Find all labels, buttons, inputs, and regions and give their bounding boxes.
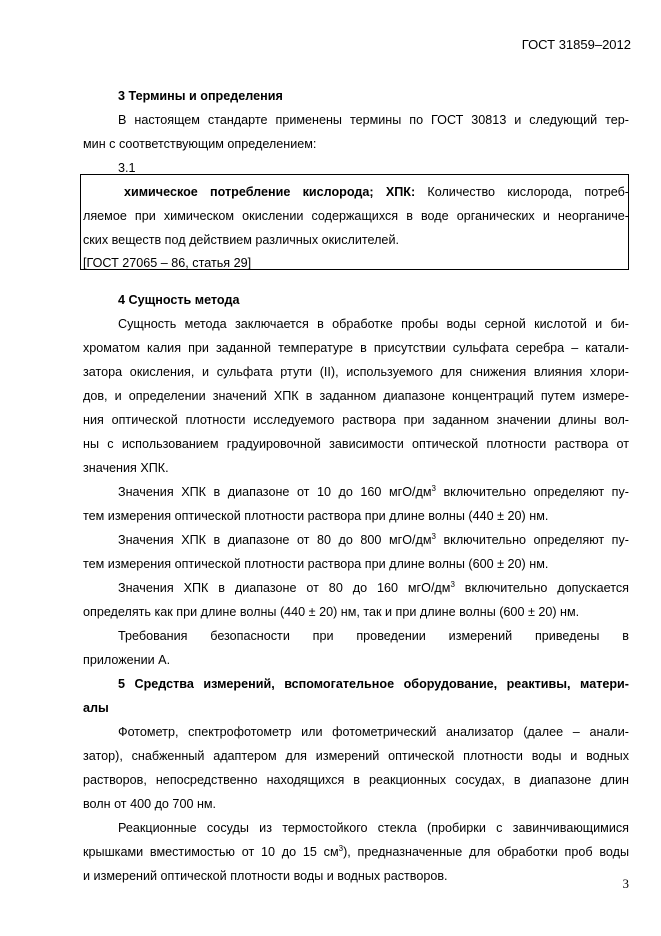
page-number: 3 <box>622 876 629 891</box>
section-3-heading: 3 Термины и определения <box>118 89 283 103</box>
s4-p5-line-1: Требования безопасности при проведении измерений приведены в <box>118 629 629 643</box>
term-number: 3.1 <box>118 161 136 175</box>
s4-p2-line-1 <box>118 485 629 499</box>
section-5-heading-line-2: алы <box>83 701 109 715</box>
superscript-3: 3 <box>431 532 436 541</box>
s4-p4-text-b: включительно допускается <box>454 581 629 595</box>
s4-p4-line-1 <box>118 581 629 595</box>
s4-p5-line-2: приложении А. <box>83 653 171 667</box>
s5-p2-line-2 <box>83 845 629 859</box>
s4-p3-text-a: Значения ХПК в диапазоне от 80 до 800 мгО/дм <box>118 533 432 547</box>
section-5-heading-line-1: 5 Средства измерений, вспомогательное оборудование, реактивы, матери- <box>118 677 629 691</box>
superscript-3: 3 <box>338 844 344 853</box>
s5-p1-line-3: растворов, непосредственно находящихся в реакционных сосудах, в диапазоне длин <box>83 773 629 787</box>
superscript-3: 3 <box>431 484 436 493</box>
defined-term: химическое потребление кислорода; ХПК: <box>124 185 416 199</box>
superscript-3: 3 <box>450 580 455 589</box>
definition-line-2: ляемое при химическом окислении содержащихся в воде органических и неорганиче- <box>83 209 629 223</box>
s4-p1-line-7: значения ХПК. <box>83 461 169 475</box>
s4-p4-text-a: Значения ХПК в диапазоне от 80 до 160 мгО/дм <box>118 581 451 595</box>
section-3-intro-line-1: В настоящем стандарте применены термины по ГОСТ 30813 и следующий тер- <box>118 113 629 127</box>
s4-p3-text-b: включительно определяют пу- <box>435 533 629 547</box>
s5-p1-line-2: затор), снабженный адаптером для измерений оптической плотности воды и водных <box>83 749 629 763</box>
s4-p1-line-3: затора окисления, и сульфата ртути (II), используемого для снижения влияния хлори- <box>83 365 629 379</box>
s4-p3-line-2: тем измерения оптической плотности раствора при длине волны (600 ± 20) нм. <box>83 557 549 571</box>
s4-p3-line-1 <box>118 533 629 547</box>
s5-p2-text-a: крышками вместимостью от 10 до 15 см <box>83 845 339 859</box>
s4-p1-line-2: хроматом калия при заданной температуре в присутствии сульфата серебра – катали- <box>83 341 629 355</box>
standard-designation: ГОСТ 31859–2012 <box>521 37 631 52</box>
s5-p2-text-b: ), предназначенные для обработки проб воды <box>343 845 629 859</box>
s4-p4-line-2: определять как при длине волны (440 ± 20) нм, так и при длине волны (600 ± 20) нм. <box>83 605 580 619</box>
definition-line-1 <box>124 185 629 199</box>
s4-p2-line-2: тем измерения оптической плотности раствора при длине волны (440 ± 20) нм. <box>83 509 549 523</box>
definition-source: [ГОСТ 27065 – 86, статья 29] <box>83 256 252 270</box>
definition-text-start: Количество кислорода, потреб- <box>427 185 629 199</box>
s4-p2-text-a: Значения ХПК в диапазоне от 10 до 160 мгО/дм <box>118 485 432 499</box>
s5-p2-line-3: и измерений оптической плотности воды и водных растворов. <box>83 869 448 883</box>
s5-p1-line-4: волн от 400 до 700 нм. <box>83 797 217 811</box>
s4-p1-line-1: Сущность метода заключается в обработке пробы воды серной кислотой и би- <box>118 317 629 331</box>
section-3-intro-line-2: мин с соответствующим определением: <box>83 137 317 151</box>
s5-p1-line-1: Фотометр, спектрофотометр или фотометрический анализатор (далее – анали- <box>118 725 629 739</box>
s4-p1-line-4: дов, и определении значений ХПК в заданном диапазоне концентраций путем измере- <box>83 389 629 403</box>
definition-line-3: ских веществ под действием различных окислителей. <box>83 233 399 247</box>
section-4-heading: 4 Сущность метода <box>118 293 240 307</box>
s4-p1-line-6: ны с использованием градуировочной зависимости оптической плотности раствора от <box>83 437 629 451</box>
s4-p2-text-b: включительно определяют пу- <box>435 485 629 499</box>
s5-p2-line-1: Реакционные сосуды из термостойкого стекла (пробирки с завинчивающимися <box>118 821 629 835</box>
s4-p1-line-5: ния оптической плотности исследуемого раствора при заданном значении длины вол- <box>83 413 629 427</box>
